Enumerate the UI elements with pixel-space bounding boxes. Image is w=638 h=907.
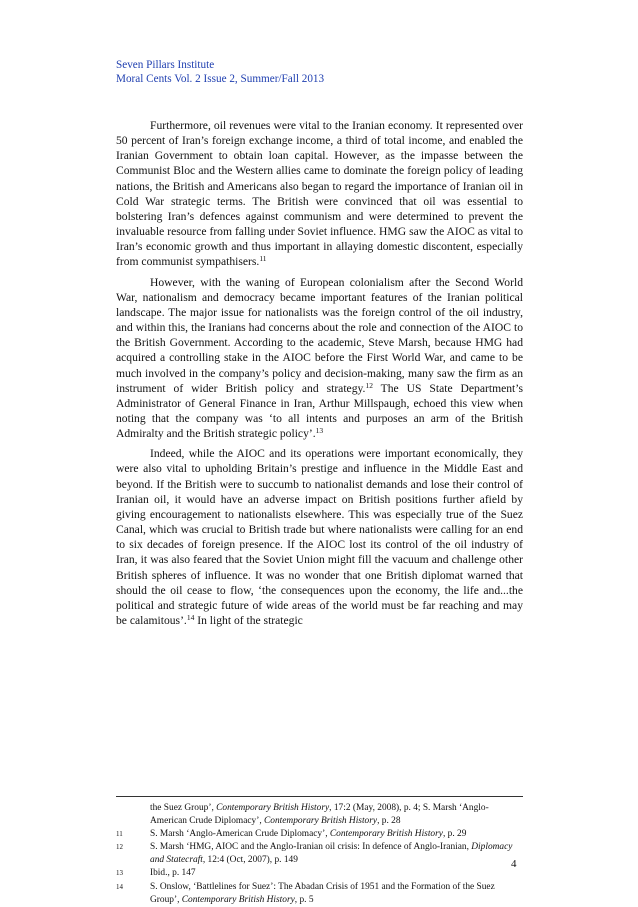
header-institute: Seven Pillars Institute xyxy=(116,59,215,71)
footnote-13: 13 Ibid., p. 147 xyxy=(116,867,523,880)
footnote-number: 14 xyxy=(116,882,123,891)
paragraph-1: Furthermore, oil revenues were vital to the Iranian economy. It represented over 50 percent of Iran’s foreign exchange income, a third of total income, and enabled the Iranian Government to obtain loan capital. However, as the impasse between the Communist Bloc and the Western allies came to dominate the foreign policy of leading nations, the British and Americans also began to regard the importance of Iranian oil in Cold War strategic terms. The British were convinced that oil was essential to bolstering Iran’s defences against communism and were determined to prevent the invaluable resource from falling under Soviet influence. HMG saw the AIOC as vital to Iran’s economic growth and thus important in allaying domestic discontent, especially from communist sympathisers.$^{11}$ xyxy=(116,119,523,269)
footnote-divider xyxy=(116,796,523,797)
footnote-12: 12 S. Marsh ‘HMG, AIOC and the Anglo-Iranian oil crisis: In defence of Anglo-Iranian, Diplomacy and Statecraft, 12:4 (Oct, 2007), p. 149 xyxy=(116,842,513,866)
footnote-number: 12 xyxy=(116,843,123,852)
footnote-number: 11 xyxy=(116,830,123,839)
paragraph-2: However, with the waning of European colonialism after the Second World War, nationalism and democracy became important features of the Iranian political landscape. The major issue for nationalists was the foreign control of the oil industry, and within this, the Iranians had concerns about the role and connection of the AIOC to the British Government. According to the academic, Steve Marsh, because HMG had acquired a controlling stake in the AIOC before the First World War, and came to be much involved in the company’s policy and decision-making, many saw the firm as an instrument of wider British policy and strategy.$^{12}$ The US State Department’s Administrator of General Finance in Iran, Arthur Millspaugh, echoed this view when noting that the company was ‘to all intents and purposes an arm of the British Admiralty and the British strategic policy’.$^{13}$ xyxy=(116,275,523,441)
paragraph-3: Indeed, while the AIOC and its operations were important economically, they were also vital to upholding Britain’s prestige and influence in the Middle East and beyond. If the British were to succumb to nationalist demands and lose their control of Iranian oil, it would have an adverse impact on British positions further afield by giving encouragement to nationalists elsewhere. This was especially true of the Suez Canal, which was crucial to British trade but where nationalists were calling for an end to six decades of foreign presence. If the AIOC lost its control of the oil industry of Iran, it was also feared that the Soviet Union might fill the vacuum and challenge other British spheres of influence. It was no wonder that one British diplomat warned that should the oil cease to flow, ‘the consequences upon the economy, the life and...the political and strategic future of wide areas of the world must be far reaching and may be calamitous’.$^{14}$ In light of the strategic xyxy=(116,447,523,627)
footnote-ref-12[interactable]: 12 xyxy=(365,380,373,390)
footnote-ref-14[interactable]: 14 xyxy=(186,613,195,622)
page-number: 4 xyxy=(511,858,517,870)
footnote-ref-13[interactable]: 13 xyxy=(315,426,324,436)
body-text xyxy=(116,118,523,633)
footnote-ref-11[interactable]: 11 xyxy=(259,254,267,264)
footnote-14: 14 S. Onslow, ‘Battlelines for Suez’: The Abadan Crisis of 1951 and the Formation of the Suez Group’, Contemporary British History, p. 5 xyxy=(116,881,495,905)
footnote-number: 13 xyxy=(116,869,123,878)
footnote-11: 11 S. Marsh ‘Anglo-American Crude Diplomacy’, Contemporary British History, p. 29 xyxy=(116,828,523,841)
running-header xyxy=(116,58,324,86)
footnotes xyxy=(116,802,523,907)
footnote-continued: the Suez Group’, Contemporary British History, 17:2 (May, 2008), p. 4; S. Marsh ‘Anglo-American Crude Diplomacy’, Contemporary British History, p. 28 xyxy=(150,803,489,827)
header-journal: Moral Cents Vol. 2 Issue 2, Summer/Fall 2013 xyxy=(116,73,325,85)
